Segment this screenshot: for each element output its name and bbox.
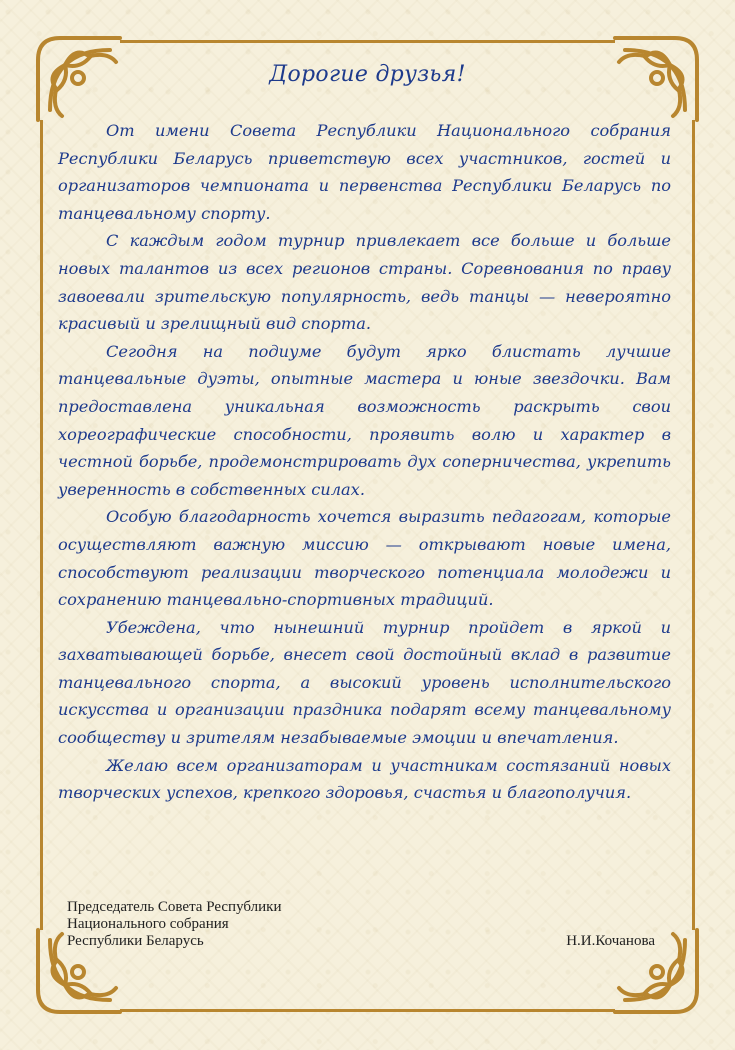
paragraph: Особую благодарность хочется выразить педагогам, которые осуществляют важную миссию — открывают новые имена, способствуют реализации творческого потенциала молодежи и сохранению танцевально-спортивных традиций. xyxy=(58,507,671,610)
paragraph: Убеждена, что нынешний турнир пройдет в яркой и захватывающей борьбе, внесет свой достойный вклад в развитие танцевального спорта, а высокий уровень исполнительского искусства и организации праздника подарят всему танцевальному сообществу и зрителям незабываемые эмоции и впечатления. xyxy=(58,617,671,748)
page-title: Дорогие друзья! xyxy=(269,62,466,87)
signature-name: Н.И.Кочанова xyxy=(566,933,655,949)
frame-right-line xyxy=(692,120,695,930)
frame-left-line xyxy=(40,120,43,930)
frame-bottom-line xyxy=(120,1009,615,1012)
paragraph: Сегодня на подиуме будут ярко блистать лучшие танцевальные дуэты, опытные мастера и юные звездочки. Вам предоставлена уникальная возможность раскрыть свои хореографические способности, проявить волю и характер в честной борьбе, продемонстрировать дух соперничества, укрепить уверенность в собственных силах. xyxy=(58,341,671,499)
signature-line: Республики Беларусь xyxy=(67,933,204,949)
paragraph: С каждым годом турнир привлекает все больше и больше новых талантов из всех регионов страны. Соревнования по праву завоевали зрительскую популярность, ведь танцы — невероятно красивый и зрелищный вид спорта. xyxy=(58,231,671,334)
paragraph: От имени Совета Республики Национального собрания Республики Беларусь приветствую всех участников, гостей и организаторов чемпионата и первенства Республики Беларусь по танцевальному спорту. xyxy=(58,121,671,223)
signature-line: Национального собрания xyxy=(67,916,229,932)
paragraph: Желаю всем организаторам и участникам состязаний новых творческих успехов, крепкого здоровья, счастья и благополучия. xyxy=(58,755,671,803)
signature-line: Председатель Совета Республики xyxy=(67,899,282,915)
frame-top-line xyxy=(120,40,615,43)
letter-body xyxy=(58,117,671,807)
signature-title xyxy=(67,899,281,950)
